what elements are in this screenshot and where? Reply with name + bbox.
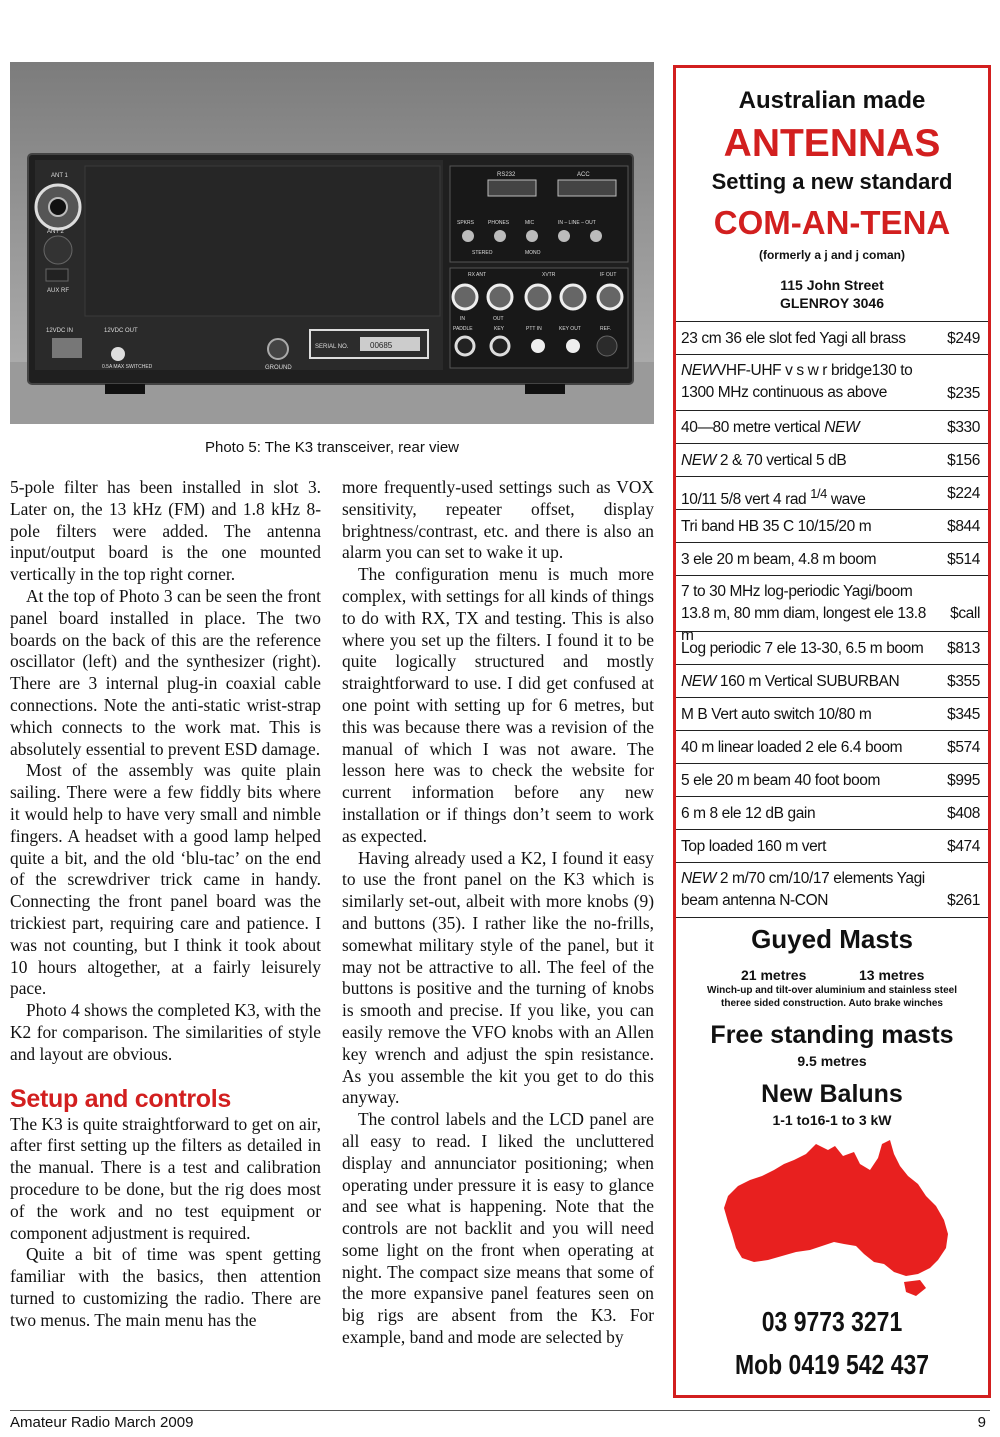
price-item-name: 23 cm 36 ele slot fed Yagi all brass [681, 330, 906, 347]
price-row [676, 542, 988, 575]
label-acc: ACC [577, 172, 590, 178]
price-row [676, 443, 988, 476]
guyed-21m: 21 metres [741, 967, 807, 983]
price-row [676, 476, 988, 509]
label-if-out: IF OUT [600, 272, 617, 278]
price-row [676, 862, 988, 918]
price-item-name: 5 ele 20 m beam 40 foot boom [681, 772, 881, 789]
price-row [676, 575, 988, 644]
comantena-advertisement [673, 65, 991, 1398]
price-value: $844 [947, 518, 980, 535]
price-value: $235 [947, 385, 980, 402]
label-12v-in: 12VDC IN [46, 328, 74, 334]
label-aux-rf: AUX RF [47, 288, 70, 294]
price-value: $224 [947, 485, 980, 502]
footer-rule [10, 1410, 990, 1411]
new-tag: NEW [681, 452, 716, 469]
ad-phone: 03 9773 3271 [761, 1306, 903, 1337]
label-12v-out: 12VDC OUT [104, 328, 138, 334]
price-item-name: NEW 2 m/70 cm/10/17 elements Yagi beam antenna N-CON [681, 870, 925, 909]
price-row [676, 410, 988, 443]
price-row [676, 664, 988, 697]
price-value: $call [950, 605, 980, 622]
guyed-masts-title: Guyed Masts [751, 924, 913, 954]
label-ref: REF. [600, 326, 611, 332]
paragraph: 5-pole filter has been installed in slot 3. Later on, the 13 kHz (FM) and 1.8 kHz 8-pole filters were added. The antenna input/output board is the one mounted vertically in the top right corner. [10, 477, 321, 585]
label-key: KEY [494, 326, 505, 332]
price-list [676, 321, 988, 918]
serial-value: 00685 [370, 341, 393, 350]
label-phones: PHONES [488, 220, 510, 226]
australia-map-icon [694, 1136, 970, 1296]
price-item-name: Tri band HB 35 C 10/15/20 m [681, 518, 872, 535]
label-xvtr: XVTR [542, 272, 556, 278]
label-ground: GROUND [265, 365, 292, 371]
price-item-name: 40—80 metre vertical NEW [681, 419, 860, 436]
label-spkrs: SPKRS [457, 220, 474, 226]
k3-rear-photo [10, 62, 654, 424]
price-value: $995 [947, 772, 980, 789]
guyed-desc-line1: Winch-up and tilt-over aluminium and stainless steel [707, 985, 957, 996]
ad-headline: ANTENNAS [723, 122, 941, 165]
label-out: OUT [493, 316, 504, 322]
baluns-title: New Baluns [761, 1080, 903, 1108]
label-rx-ant: RX ANT [468, 272, 487, 278]
price-value: $261 [947, 892, 980, 909]
ad-subheadline: Setting a new standard [711, 169, 953, 194]
price-value: $355 [947, 673, 980, 690]
label-line: IN – LINE – OUT [558, 220, 596, 226]
guyed-13m: 13 metres [859, 967, 925, 983]
tasmania [904, 1280, 926, 1296]
price-value: $574 [947, 739, 980, 756]
ad-address-street: 115 John Street [780, 277, 884, 293]
new-tag: NEW [824, 419, 860, 436]
label-mic: MIC [525, 220, 535, 226]
label-ptt-in: PTT IN [526, 326, 542, 332]
label-12v-out-note: 0.5A MAX SWITCHED [102, 364, 153, 370]
price-item-name: M B Vert auto switch 10/80 m [681, 706, 872, 723]
free-standing-title: Free standing masts [710, 1021, 954, 1049]
price-value: $514 [947, 551, 980, 568]
price-item-name: NEWVHF-UHF v s w r bridge130 to 1300 MHz continuous as above [681, 362, 913, 401]
photo-caption: Photo 5: The K3 transceiver, rear view [204, 439, 460, 456]
paragraph: more frequently-used settings such as VOX sensitivity, repeater offset, display brightness/contrast, etc. and there is also an alarm you can set to wake it up. [342, 477, 654, 563]
label-stereo: STEREO [472, 250, 493, 256]
new-tag: NEW [681, 870, 716, 887]
fraction: 1/4 [810, 486, 827, 501]
australia-mainland [724, 1140, 948, 1276]
price-value: $156 [947, 452, 980, 469]
paragraph: The configuration menu is much more complex, with settings for all kinds of things to do with RX, TX and testing. This is also where you set up the filters. I found it to be quite logically structured and mostly straightforward to use. I did get confused at one point with setting up for 6 metres, but this was because there was a revision of the manual of which I was not aware. The lesson here was to check the website for current information before any new installation or if things don’t seem to work as expected. [342, 564, 654, 846]
price-value: $345 [947, 706, 980, 723]
new-tag: NEW [681, 362, 716, 379]
price-value: $474 [947, 838, 980, 855]
baluns-spec: 1-1 to16-1 to 3 kW [772, 1112, 892, 1128]
guyed-desc-line2: theree sided construction. Auto brake winches [721, 998, 943, 1009]
section-heading: Setup and controls [10, 1084, 232, 1113]
price-value: $249 [947, 330, 980, 347]
page-number: 9 [977, 1414, 986, 1431]
label-ant2: ANT 2 [47, 229, 64, 235]
ad-mobile: Mob 0419 542 437 [734, 1349, 930, 1380]
price-row [676, 829, 988, 862]
price-item-name: 7 to 30 MHz log-periodic Yagi/boom 13.8 m, 80 mm diam, longest ele 13.8 m [681, 583, 926, 644]
ad-address-suburb: GLENROY 3046 [779, 295, 884, 311]
ad-tagline: Australian made [738, 87, 926, 114]
paragraph: The control labels and the LCD panel are all easy to read. I liked the uncluttered display and annunciator positioning; when operating under pressure it is easy to glance and see what is happening. Note that the controls are not backlit and you will need some light on the front when operating at night. The compact size means that some of the more expansive panel features seen on big rigs are absent from the K3. For example, band and mode are selected by [342, 1109, 654, 1348]
ad-company-name: COM-AN-TENA [713, 204, 951, 241]
ad-formerly: (formerly a j and j coman) [758, 248, 906, 262]
price-item-name: 3 ele 20 m beam, 4.8 m boom [681, 551, 877, 568]
price-item-name: Top loaded 160 m vert [681, 838, 826, 855]
price-row [676, 763, 988, 796]
price-value: $813 [947, 640, 980, 657]
label-serial: SERIAL NO. [315, 344, 349, 350]
article-column-2 [342, 477, 654, 1349]
price-item-name: 40 m linear loaded 2 ele 6.4 boom [681, 739, 903, 756]
paragraph: The K3 is quite straightforward to get on air, after first setting up the filters as detailed in the manual. There is a test and calibration procedure to be done, but the rig does most of the work and no test equipment or component adjustment is required. [10, 1113, 321, 1243]
price-row [676, 321, 988, 354]
transceiver-illustration [10, 62, 654, 424]
free-standing-height: 9.5 metres [797, 1053, 867, 1069]
price-value: $330 [947, 419, 980, 436]
paragraph: At the top of Photo 3 can be seen the front panel board installed in place. The two boards on the back of this are the reference oscillator (left) and the synthesizer (right). There are 3 internal plug-in coaxial cable connections. Note the anti-static wrist-strap which connects to the work mat. This is absolutely essential to prevent ESD damage. [10, 585, 321, 759]
price-row [676, 796, 988, 829]
footer-publication: Amateur Radio March 2009 [10, 1414, 194, 1431]
price-row [676, 509, 988, 542]
price-row [676, 354, 988, 410]
article-column-1 [10, 477, 321, 1331]
price-row [676, 730, 988, 763]
label-key-out: KEY OUT [559, 326, 581, 332]
label-mono: MONO [525, 250, 541, 256]
label-paddle: PADDLE [453, 326, 473, 332]
label-ant1: ANT 1 [51, 173, 68, 179]
price-item-name: 6 m 8 ele 12 dB gain [681, 805, 816, 822]
label-rs232: RS232 [497, 172, 516, 178]
price-value: $408 [947, 805, 980, 822]
paragraph: Having already used a K2, I found it easy to use the front panel on the K3 which is similarly set-out, albeit with more knobs (9) and buttons (35). I rather like the no-frills, somewhat military style of the panel, but it may not be attractive to all. The feel of the buttons is positive and the turning of knobs is smooth and precise. If you like, you can easily remove the VFO knobs with an Allen key wrench and adjust the spin resistance. As you assemble the kit you get to do this anyway. [342, 847, 654, 1108]
price-item-name: Log periodic 7 ele 13-30, 6.5 m boom [681, 640, 924, 657]
price-row [676, 697, 988, 730]
label-in: IN [460, 316, 465, 322]
price-row [676, 631, 988, 664]
price-item-name: 10/11 5/8 vert 4 rad $^{1/4}$ wave [681, 486, 866, 509]
paragraph: Photo 4 shows the completed K3, with the K2 for comparison. The similarities of style and layout are obvious. [10, 1000, 321, 1064]
price-item-name: NEW 2 & 70 vertical 5 dB [681, 452, 847, 469]
price-item-name: NEW 160 m Vertical SUBURBAN [681, 673, 900, 690]
paragraph: Quite a bit of time was spent getting familiar with the basics, then attention turned to customizing the radio. There are two menus. The main menu has the [10, 1244, 321, 1330]
new-tag: NEW [681, 673, 716, 690]
paragraph: Most of the assembly was quite plain sailing. There were a few fiddly bits where it would help to have very small and nimble fingers. A headset with a good lamp helped quite a bit, and the old ‘blu-tac’ on the end of the screwdriver trick came in handy. Connecting the front panel board was the trickiest part, requiring care and patience. I was not counting, but I think it took about 10 hours altogether, at a fairly leisurely pace. [10, 760, 321, 999]
